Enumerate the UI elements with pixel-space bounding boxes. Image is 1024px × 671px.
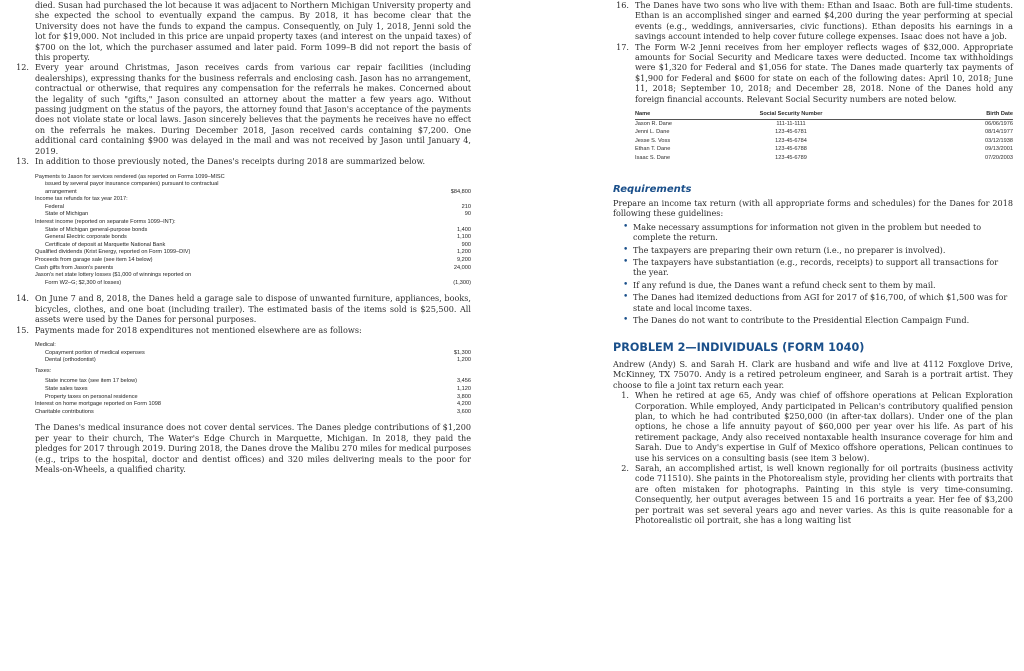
row-value: $1,300 bbox=[453, 349, 471, 356]
person-name: Jesse S. Voss bbox=[635, 137, 671, 144]
requirement-item: • The Danes had itemized deductions from AGI for 2017 of $16,700, of which $1,500 was for state and local income taxes. bbox=[627, 292, 1013, 313]
row-value: 1,200 bbox=[457, 357, 471, 364]
row-label: Interest income (reported on separate Forms 1099–INT): bbox=[35, 219, 176, 226]
table-row bbox=[635, 145, 1013, 154]
row-value: 4,200 bbox=[457, 401, 471, 408]
table-row bbox=[35, 265, 471, 273]
row-value bbox=[431, 181, 471, 189]
item-number: 12. bbox=[16, 62, 29, 73]
row-label: Cash gifts from Jason's parents bbox=[35, 264, 114, 271]
table-row bbox=[35, 234, 471, 242]
row-value bbox=[431, 342, 471, 350]
person-birth-date: 07/20/2003 bbox=[985, 155, 1013, 162]
row-label: Medical: bbox=[35, 342, 56, 349]
requirement-item: • The taxpayers have substantiation (e.g., records, receipts) to support all transactions for the year. bbox=[627, 257, 1013, 278]
item-13 bbox=[13, 156, 471, 166]
item-12 bbox=[13, 62, 471, 156]
table-row bbox=[35, 357, 471, 365]
row-value: (1,300) bbox=[453, 279, 471, 286]
table-row bbox=[35, 242, 471, 250]
row-value: 900 bbox=[461, 241, 471, 248]
problem-item-1 bbox=[613, 390, 1013, 463]
table-row bbox=[35, 219, 471, 227]
table-row bbox=[35, 342, 471, 350]
payments-table bbox=[35, 342, 471, 416]
row-label: Qualified dividends (Krist Energy, reported on Form 1099–DIV) bbox=[35, 249, 191, 256]
person-birth-date: 08/14/1977 bbox=[985, 129, 1013, 136]
person-name: Jenni L. Dane bbox=[635, 129, 670, 136]
requirements-list bbox=[627, 222, 1013, 326]
person-ssn: 111-11-1111 bbox=[776, 120, 806, 127]
item-number: 16. bbox=[616, 0, 629, 10]
row-value bbox=[431, 196, 471, 204]
row-value: 1,100 bbox=[457, 234, 471, 241]
left-column bbox=[13, 0, 471, 474]
row-label: State sales taxes bbox=[45, 386, 88, 392]
item-14 bbox=[13, 293, 471, 324]
table-row bbox=[35, 272, 471, 280]
right-column bbox=[613, 0, 1013, 525]
row-value: 9,200 bbox=[457, 257, 471, 264]
item-text: When he retired at age 65, Andy was chief of offshore operations at Pelican Exploration Corporation. While employed, Andy participated in Pelican's contributory qualified pension plan, to which he had contributed $250,000 (in after-tax dollars). Under one of the plan options, he chose a life annuity payout of $60,000 per year over his life. As part of his retirement package, Andy also received nontaxable health insurance coverage for him and Sarah. Due to Andy's expertise in Gulf of Mexico offshore operations, Pelican continues to use his services on a consulting basis (see item 3 below). bbox=[635, 390, 1013, 463]
row-label: State of Michigan general-purpose bonds bbox=[45, 226, 148, 233]
item-text: The Danes have two sons who live with them: Ethan and Isaac. Both are full-time students. Ethan is an accomplished singer and earned $4,200 during the year performing at special events (e.g., weddings, anniversaries, civic functions). Ethan deposits his earnings in a savings account intended to help cover future college expenses. Isaac does not have a job. bbox=[635, 0, 1013, 42]
row-label: State of Michigan bbox=[45, 211, 89, 218]
row-label: State income tax (see item 17 below) bbox=[45, 378, 138, 385]
table-row bbox=[35, 257, 471, 265]
item-number: 17. bbox=[616, 41, 629, 52]
receipts-table bbox=[35, 174, 471, 288]
row-label: issued by several payor insurance companies) pursuant to contractual bbox=[45, 181, 219, 188]
item-text: In addition to those previously noted, the Danes's receipts during 2018 are summarized below. bbox=[35, 156, 426, 167]
person-birth-date: 09/13/2001 bbox=[985, 146, 1013, 153]
table-row bbox=[35, 394, 471, 402]
row-value bbox=[431, 272, 471, 280]
row-label: Form W2–G; $2,300 of losses) bbox=[45, 279, 122, 286]
item-text: On June 7 and 8, 2018, the Danes held a garage sale to dispose of unwanted furniture, appliances, books, bicycles, clothes, and one boat (including trailer). The estimated basis of the items sold is $25,500. All assets were used by the Danes for personal purposes. bbox=[35, 293, 471, 325]
table-row bbox=[35, 181, 471, 189]
person-ssn: 123-45-6784 bbox=[775, 137, 807, 144]
table-row bbox=[35, 227, 471, 235]
table-row bbox=[35, 280, 471, 288]
table-row bbox=[35, 409, 471, 417]
person-ssn: 123-45-6789 bbox=[775, 155, 807, 162]
person-birth-date: 06/06/1976 bbox=[985, 120, 1013, 127]
person-birth-date: 03/12/1938 bbox=[985, 137, 1013, 144]
problem-intro: Andrew (Andy) S. and Sarah H. Clark are husband and wife and live at 4112 Foxglove Drive, McKinney, TX 75070. Andy is a retired petroleum engineer, and Sarah is a portrait artist. They choose to file a joint tax return each year. bbox=[613, 358, 1013, 390]
row-value: 1,400 bbox=[457, 226, 471, 233]
row-value bbox=[431, 368, 471, 376]
item-number: 15. bbox=[16, 324, 29, 335]
item-number: 13. bbox=[16, 156, 29, 167]
person-ssn: 123-45-6781 bbox=[775, 129, 807, 136]
row-value bbox=[431, 219, 471, 227]
row-label: Certificate of deposit at Marquette National Bank bbox=[45, 241, 166, 248]
table-row bbox=[635, 154, 1013, 163]
item-number: 1. bbox=[621, 390, 629, 401]
person-name: Isaac S. Dane bbox=[635, 155, 671, 162]
item-text: The Form W-2 Jenni receives from her employer reflects wages of $32,000. Appropriate amounts for Social Security and Medicare taxes were deducted. Income tax withholdings were $1,320 for Federal and $1,056 for state. The Danes made quarterly tax payments of $1,900 for Federal and $600 for state on each of the following dates: April 10, 2018; June 11, 2018; September 10, 2018; and December 28, 2018. None of the Danes hold any foreign financial accounts. Relevant Social Security numbers are noted below. bbox=[635, 41, 1013, 104]
table-row bbox=[35, 401, 471, 409]
item-number: 2. bbox=[621, 462, 629, 473]
table-row bbox=[35, 368, 471, 376]
row-label: arrangement bbox=[45, 188, 77, 195]
person-ssn: 123-45-6788 bbox=[775, 146, 807, 153]
row-label: General Electric corporate bonds bbox=[45, 234, 127, 241]
row-value: 3,800 bbox=[457, 393, 471, 400]
row-label: Taxes: bbox=[35, 367, 52, 374]
ssn-table bbox=[635, 110, 1013, 163]
table-row bbox=[35, 386, 471, 394]
requirements-intro: Prepare an income tax return (with all appropriate forms and schedules) for the Danes for 2018 following these guidelines: bbox=[613, 198, 1013, 219]
problem-item-2 bbox=[613, 463, 1013, 525]
paragraph-continued: died. Susan had purchased the lot because it was adjacent to Northern Michigan University property and she expected the school to eventually expand the campus. By 2018, it has become clear that the University does not have the funds to expand the campus. Consequently, on July 1, 2018, Jenni sold the lot for $19,000. Not included in this price are unpaid property taxes (and interest on the unpaid taxes) of $700 on the lot, which the purchaser assumed and later paid. Form 1099–B did not report the basis of this property. bbox=[35, 0, 471, 63]
row-label: Jason's net state lottery losses ($1,000 of winnings reported on bbox=[35, 272, 192, 279]
item-text: Payments made for 2018 expenditures not mentioned elsewhere are as follows: bbox=[35, 324, 362, 335]
row-value: 210 bbox=[461, 203, 471, 210]
table-row bbox=[35, 174, 471, 182]
table-row bbox=[35, 189, 471, 197]
row-value: 3,456 bbox=[457, 378, 471, 385]
item-15 bbox=[13, 325, 471, 335]
row-value bbox=[431, 174, 471, 182]
item-17 bbox=[613, 42, 1013, 104]
row-value: $84,800 bbox=[450, 188, 471, 195]
row-value: 24,000 bbox=[453, 264, 471, 271]
row-label: Interest on home mortgage reported on Form 1098 bbox=[35, 401, 161, 408]
row-label: Charitable contributions bbox=[35, 408, 94, 415]
row-label: Dental (orthodontist) bbox=[45, 357, 96, 364]
row-label: Property taxes on personal residence bbox=[45, 393, 138, 400]
row-label: Payments to Jason for services rendered (as reported on Forms 1099–MISC bbox=[35, 173, 225, 180]
row-label: Federal bbox=[45, 203, 64, 210]
row-label: Copayment portion of medical expenses bbox=[45, 349, 145, 356]
item-number: 14. bbox=[16, 293, 29, 304]
row-label: Income tax refunds for tax year 2017: bbox=[35, 196, 128, 203]
requirement-item: • If any refund is due, the Danes want a refund check sent to them by mail. bbox=[627, 280, 1013, 290]
paragraph-final: The Danes's medical insurance does not cover dental services. The Danes pledge contributions of $1,200 per year to their church, The Water's Edge Church in Marquette, Michigan. In 2018, they paid the pledges for 2017 through 2019. During 2018, the Danes drove the Malibu 270 miles for medical purposes (e.g., trips to the hospital, doctor and dentist offices) and 320 miles delivering meals to the poor for Meals-on-Wheels, a qualified charity. bbox=[35, 422, 471, 474]
item-text: Sarah, an accomplished artist, is well known regionally for oil portraits (business activity code 711510). She paints in the Photorealism style, providing her clients with portraits that are often mistaken for photographs. Painting in this style is very time-consuming. Consequently, her output averages between 15 and 16 portraits a year. Her fee of $3,200 per portrait was set several years ago and never varies. As this is quite reasonable for a Photorealistic oil portrait, she has a long waiting list bbox=[635, 462, 1013, 525]
problem-title: PROBLEM 2—INDIVIDUALS (FORM 1040) bbox=[613, 340, 865, 354]
ssn-table-header bbox=[635, 110, 1013, 120]
row-value: 3,600 bbox=[457, 408, 471, 415]
item-text: Every year around Christmas, Jason receives cards from various car repair facilities (including dealerships), expressing thanks for the business referrals and enclosing cash. Jason has no arrangement, contractual or otherwise, that requires any compensation for the referrals he makes. Concerned about the legality of such "gifts," Jason consulted an attorney about the matter a few years ago. Without passing judgment on the status of the payors, the attorney found that Jason's acceptance of the payments does not violate state or local laws. Jason sincerely believes that the payments he receives have no effect on the referrals he makes. During December 2018, Jason received cards containing $7,200. One additional card containing $900 was delayed in the mail and was not received by Jason until January 4, 2019. bbox=[35, 62, 471, 156]
item-16 bbox=[613, 0, 1013, 42]
person-name: Ethan T. Dane bbox=[635, 146, 671, 153]
requirement-item: • The taxpayers are preparing their own return (i.e., no preparer is involved). bbox=[627, 245, 1013, 255]
table-row bbox=[35, 350, 471, 358]
table-row bbox=[35, 211, 471, 219]
requirement-item: • The Danes do not want to contribute to the Presidential Election Campaign Fund. bbox=[627, 315, 1013, 325]
row-label: Proceeds from garage sale (see item 14 below) bbox=[35, 257, 153, 264]
requirement-item: • Make necessary assumptions for information not given in the problem but needed to complete the return. bbox=[627, 222, 1013, 243]
row-value: 90 bbox=[464, 211, 471, 218]
table-row bbox=[35, 196, 471, 204]
header-name: Name bbox=[635, 111, 651, 118]
table-row bbox=[35, 204, 471, 212]
table-row bbox=[635, 128, 1013, 137]
row-value: 1,200 bbox=[457, 249, 471, 256]
table-row bbox=[35, 249, 471, 257]
person-name: Jason R. Dane bbox=[635, 120, 673, 127]
header-ssn: Social Security Number bbox=[759, 111, 823, 118]
table-row bbox=[635, 120, 1013, 129]
header-dob: Birth Date bbox=[986, 111, 1013, 118]
table-row bbox=[35, 378, 471, 386]
row-value: 1,120 bbox=[457, 386, 471, 392]
requirements-heading: Requirements bbox=[613, 183, 692, 195]
table-row bbox=[635, 137, 1013, 146]
